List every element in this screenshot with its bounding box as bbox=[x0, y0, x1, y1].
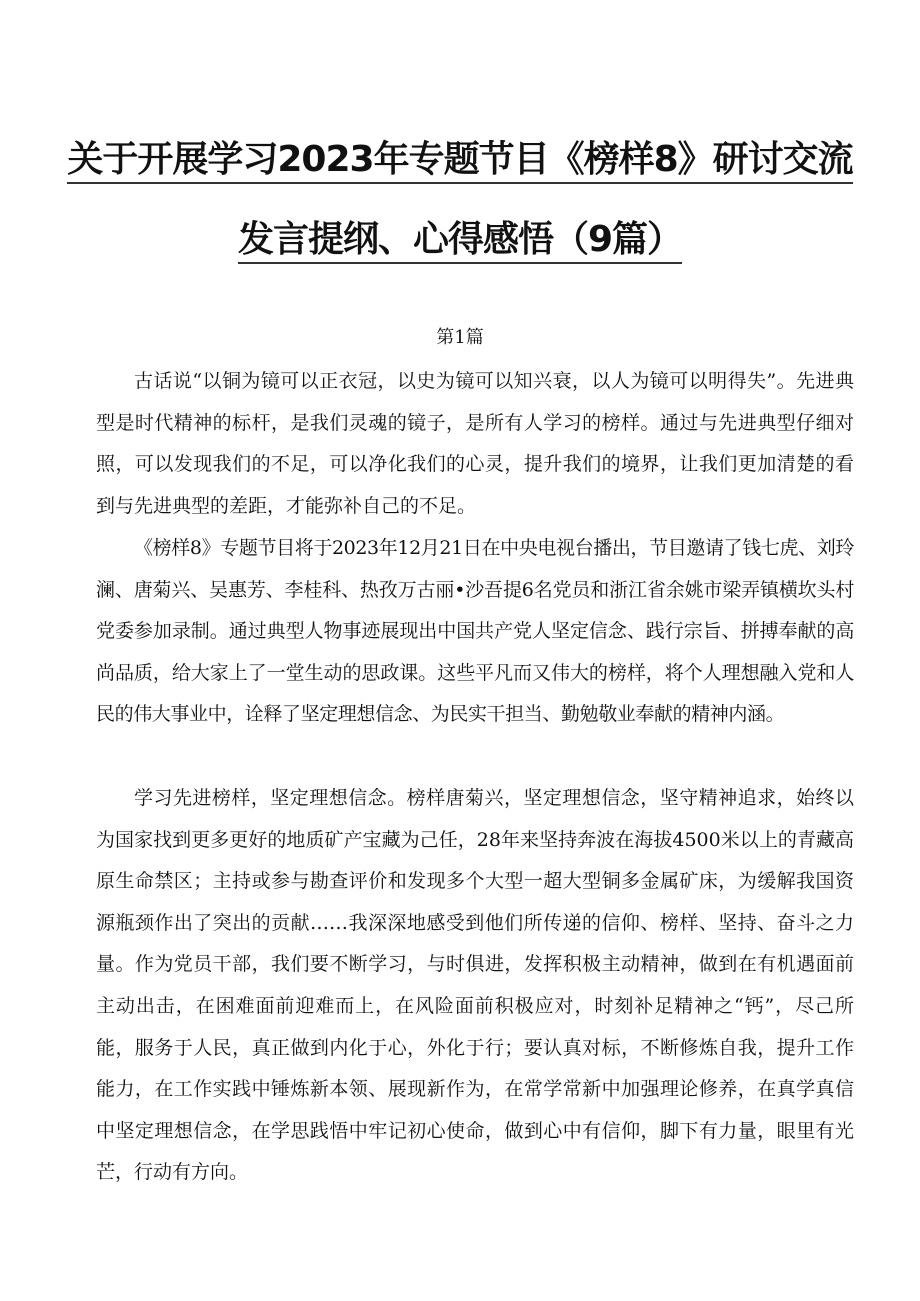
document-title-line-2 bbox=[60, 218, 860, 262]
paragraph-3: 学习先进榜样，坚定理想信念。榜样唐菊兴，坚定理想信念，坚守精神追求，始终以为国家找到更多更好的地质矿产宝藏为己任，28年来坚持奔波在海拔4500米以上的青藏高原生命禁区；主持或参与勘查评价和发现多个大型一超大型铜多金属矿床，为缓解我国资源瓶颈作出了突出的贡献……我深深地感受到他们所传递的信仰、榜样、坚持、奋斗之力量。作为党员干部，我们要不断学习，与时俱进，发挥积极主动精神，做到在有机遇面前主动出击，在困难面前迎难而上，在风险面前积极应对，时刻补足精神之“钙”，尽己所能，服务于人民，真正做到内化于心，外化于行；要认真对标，不断修炼自我，提升工作能力，在工作实践中锤炼新本领、展现新作为，在常学常新中加强理论修养，在真学真信中坚定理想信念，在学思践悟中牢记初心使命，做到心中有信仰，脚下有力量，眼里有光芒，行动有方向。 bbox=[96, 787, 854, 1184]
paragraph-2: 《榜样8》专题节目将于2023年12月21日在中央电视台播出，节目邀请了钱七虎、刘玲澜、唐菊兴、吴惠芳、李桂科、热孜万古丽•沙吾提6名党员和浙江省余姚市梁弄镇横坎头村党委参加录制。通过典型人物事迹展现出中国共产党人坚定信念、践行宗旨、拼搏奉献的高尚品质，给大家上了一堂生动的思政课。这些平凡而又伟大的榜样，将个人理想融入党和人民的伟大事业中，诠释了坚定理想信念、为民实干担当、勤勉敬业奉献的精神内涵。 bbox=[96, 537, 854, 726]
title-text-1: 关于开展学习2023年专题节目《榜样8》研讨交流 bbox=[67, 139, 852, 184]
document-title-line-1 bbox=[60, 138, 860, 182]
paragraph-1: 古话说“以铜为镜可以正衣冠，以史为镜可以知兴衰，以人为镜可以明得失”。先进典型是时代精神的标杆，是我们灵魂的镜子，是所有人学习的榜样。通过与先进典型仔细对照，可以发现我们的不足，可以净化我们的心灵，提升我们的境界，让我们更加清楚的看到与先进典型的差距，才能弥补自己的不足。 bbox=[96, 370, 854, 517]
title-text-2: 发言提纲、心得感悟（9篇） bbox=[238, 219, 682, 264]
chapter-heading: 第1篇 bbox=[436, 327, 484, 348]
